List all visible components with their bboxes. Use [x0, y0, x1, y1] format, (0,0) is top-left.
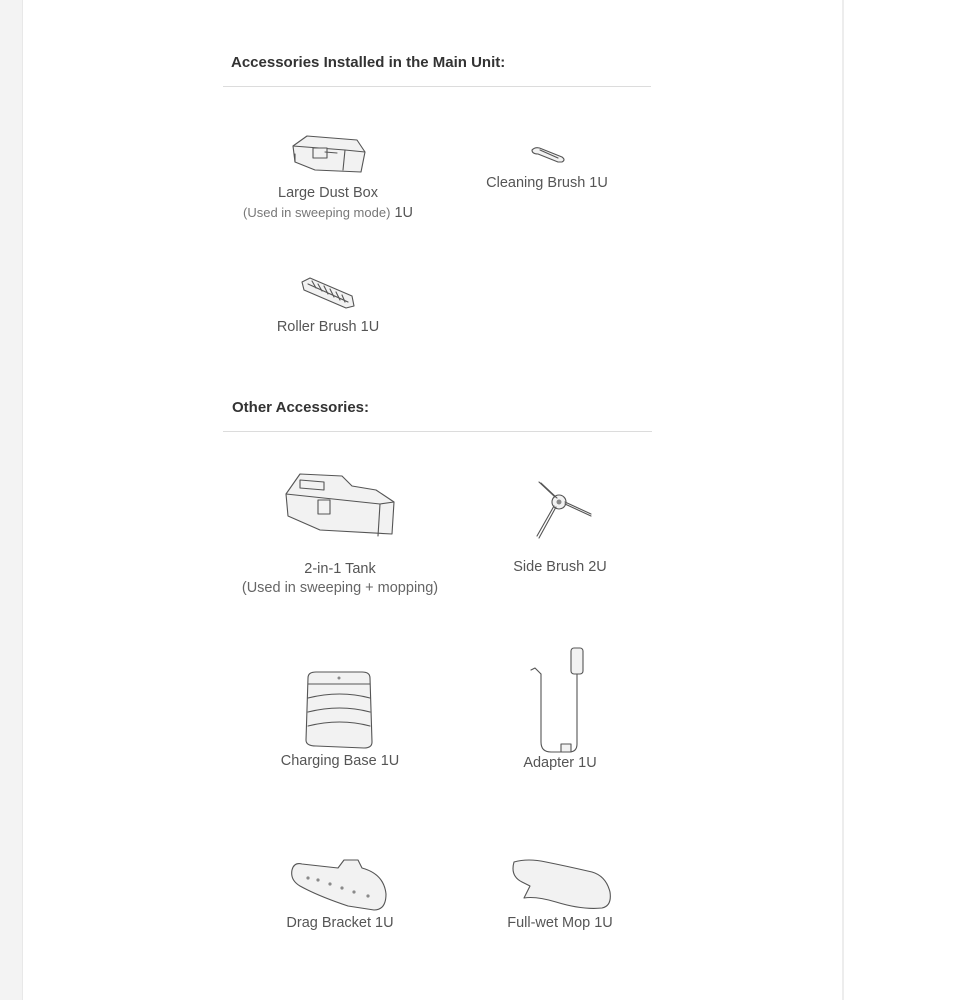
- charging-base-icon: [300, 668, 380, 752]
- accessory-large-dust-box: [228, 128, 428, 223]
- accessory-side-brush: [480, 478, 640, 577]
- right-gutter: [842, 0, 960, 1000]
- item-label: Roller Brush 1U: [276, 319, 380, 335]
- other-accessories-divider: [223, 431, 652, 432]
- drag-bracket-icon: [288, 856, 392, 914]
- item-label: Full-wet Mop 1U: [507, 915, 613, 931]
- tank-icon: [280, 468, 400, 560]
- dust-box-icon: [285, 128, 371, 184]
- item-note: (Used in sweeping mode) 1U: [243, 205, 413, 221]
- accessory-adapter: [480, 646, 640, 773]
- accessory-2in1-tank: [220, 468, 460, 598]
- item-label: 2-in-1 Tank: [304, 561, 376, 577]
- accessory-charging-base: [240, 668, 440, 771]
- item-label: Adapter 1U: [523, 755, 597, 771]
- item-note: (Used in sweeping + mopping): [241, 580, 439, 596]
- item-label: Cleaning Brush 1U: [486, 175, 608, 191]
- roller-brush-icon: [296, 272, 360, 318]
- accessories-panel: [22, 0, 842, 1000]
- item-label: Drag Bracket 1U: [286, 915, 394, 931]
- item-label: Charging Base 1U: [280, 753, 400, 769]
- left-gutter: [0, 0, 23, 1000]
- accessory-cleaning-brush: [462, 140, 632, 193]
- adapter-icon: [527, 646, 593, 754]
- side-brush-icon: [525, 478, 595, 558]
- accessory-drag-bracket: [240, 856, 440, 933]
- mop-icon: [506, 856, 614, 914]
- accessory-roller-brush: [228, 272, 428, 337]
- main-unit-divider: [223, 86, 651, 87]
- item-label: Side Brush 2U: [513, 559, 607, 575]
- accessory-full-wet-mop: [480, 856, 640, 933]
- main-unit-heading: Accessories Installed in the Main Unit:: [231, 54, 506, 71]
- cleaning-brush-icon: [522, 140, 572, 174]
- other-accessories-heading: Other Accessories:: [232, 399, 370, 416]
- item-label: Large Dust Box: [278, 185, 378, 201]
